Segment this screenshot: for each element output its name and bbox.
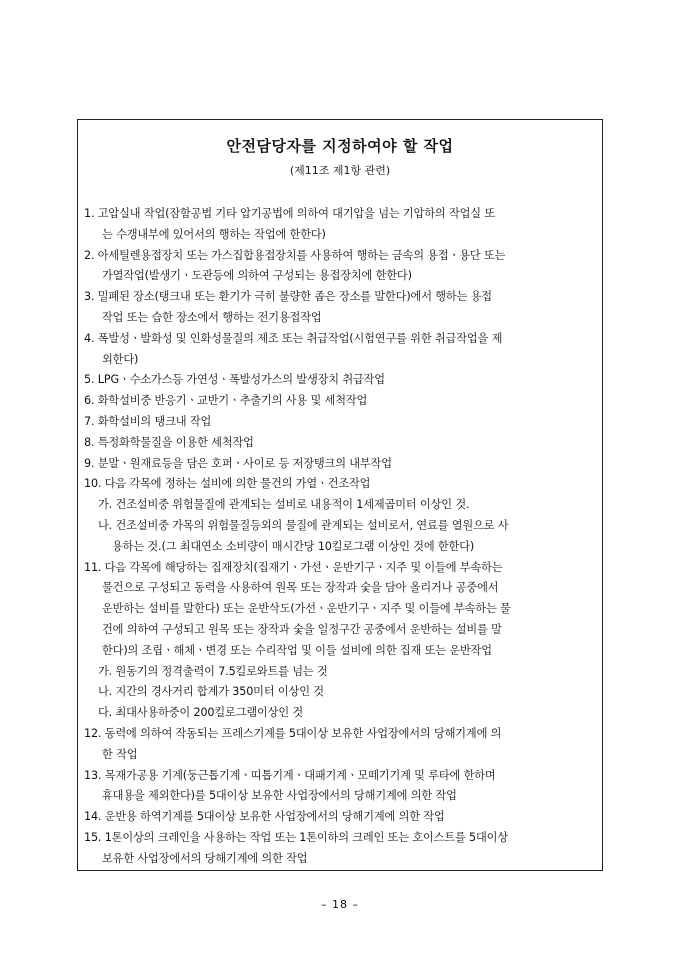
list-item-1-cont: 는 수갱내부에 있어서의 행하는 작업에 한한다) <box>102 227 326 241</box>
list-item-11-a: 가. 원동기의 정격출력이 7.5킬로와트를 넘는 것 <box>98 664 328 678</box>
list-item-11-cont-3: 건에 의하여 구성되고 원목 또는 장작과 숯을 일정구간 공중에서 운반하는 설비를 말 <box>102 622 502 636</box>
list-item-4: 4. 폭발성ㆍ발화성 및 인화성물질의 제조 또는 취급작업(시험연구를 위한 취급작업을 제 <box>84 331 503 345</box>
list-item-5: 5. LPGㆍ수소가스등 가연성ㆍ폭발성가스의 발생장치 취급작업 <box>84 373 385 387</box>
work-list <box>84 204 592 870</box>
list-item-11-c: 다. 최대사용하중이 200킬로그램이상인 것 <box>98 706 304 720</box>
list-item-6: 6. 화학설비중 반응기ㆍ교반기ㆍ추출기의 사용 및 세척작업 <box>84 394 368 408</box>
list-item-11-cont-1: 물건으로 구성되고 동력을 사용하여 원목 또는 장작과 숯을 담아 올리거나 공중에서 <box>102 581 499 595</box>
list-item-11-b: 나. 지간의 경사거리 합계가 350미터 이상인 것 <box>98 685 324 699</box>
list-item-3-cont: 작업 또는 습한 장소에서 행하는 전기용접작업 <box>102 310 322 324</box>
document-title: 안전담당자를 지정하여야 할 작업 <box>226 137 454 155</box>
list-item-2-cont: 가열작업(발생기ㆍ도관등에 의하여 구성되는 용접장치에 한한다) <box>102 269 412 283</box>
list-item-2: 2. 아세틸렌용접장치 또는 가스집합용접장치를 사용하여 행하는 금속의 용접ㆍ용단 또는 <box>84 248 506 262</box>
list-item-7: 7. 화학설비의 탱크내 작업 <box>84 414 212 428</box>
list-item-10: 10. 다음 각목에 정하는 설비에 의한 물건의 가열ㆍ건조작업 <box>84 477 371 491</box>
list-item-11: 11. 다음 각목에 해당하는 집재장치(집재기ㆍ가선ㆍ운반기구ㆍ지주 및 이들에 부속하는 <box>84 560 503 574</box>
list-item-15-cont: 보유한 사업장에서의 당해기계에 의한 작업 <box>102 851 308 865</box>
list-item-13-cont: 휴대용을 제외한다)를 5대이상 보유한 사업장에서의 당해기계에 의한 작업 <box>102 789 457 803</box>
document-subtitle: (제11조 제1항 관련) <box>289 164 391 177</box>
list-item-13: 13. 목재가공용 기계(둥근톱기계ㆍ띠톱기계ㆍ대패기계ㆍ모떼기기계 및 루타에 한하며 <box>84 768 496 782</box>
list-item-15: 15. 1톤이상의 크레인을 사용하는 작업 또는 1톤이하의 크레인 또는 호이스트를 5대이상 <box>84 830 508 844</box>
list-item-11-cont-4: 한다)의 조립ㆍ해체ㆍ변경 또는 수리작업 및 이들 설비에 의한 집재 또는 운반작업 <box>102 643 492 657</box>
list-item-14: 14. 운반용 하역기계를 5대이상 보유한 사업장에서의 당해기계에 의한 작업 <box>84 810 445 824</box>
list-item-10-b-cont: 용하는 것.(그 최대연소 소비량이 매시간당 10킬로그램 이상인 것에 한한다) <box>112 539 475 553</box>
list-item-9: 9. 분말ㆍ원재료등을 담은 호퍼ㆍ사이로 등 저장탱크의 내부작업 <box>84 456 392 470</box>
list-item-12: 12. 동력에 의하여 작동되는 프레스기계를 5대이상 보유한 사업장에서의 당해기계에 의 <box>84 726 502 740</box>
list-item-3: 3. 밀폐된 장소(탱크내 또는 환기가 극히 불량한 좁은 장소를 말한다)에서 행하는 용접 <box>84 290 492 304</box>
list-item-10-b: 나. 건조설비중 가목의 위험물질등외의 물질에 관계되는 설비로서, 연료를 열원으로 사 <box>98 518 509 532</box>
page-number: – 18 – <box>321 898 359 911</box>
list-item-12-cont: 한 작업 <box>102 747 138 761</box>
list-item-10-a: 가. 건조설비중 위험물질에 관계되는 설비로 내용적이 1세제곱미터 이상인 것. <box>98 498 470 512</box>
list-item-8: 8. 특정화학물질을 이용한 세척작업 <box>84 435 254 449</box>
list-item-1: 1. 고압실내 작업(잠함공법 기타 압기공법에 의하여 대기압을 넘는 기압하의 작업실 또 <box>84 207 495 220</box>
document-frame <box>77 119 603 871</box>
list-item-11-cont-2: 운반하는 설비를 말한다) 또는 운반삭도(가선ㆍ운반기구ㆍ지주 및 이들에 부속하는 물 <box>102 602 511 616</box>
list-item-4-cont: 외한다) <box>102 352 139 366</box>
